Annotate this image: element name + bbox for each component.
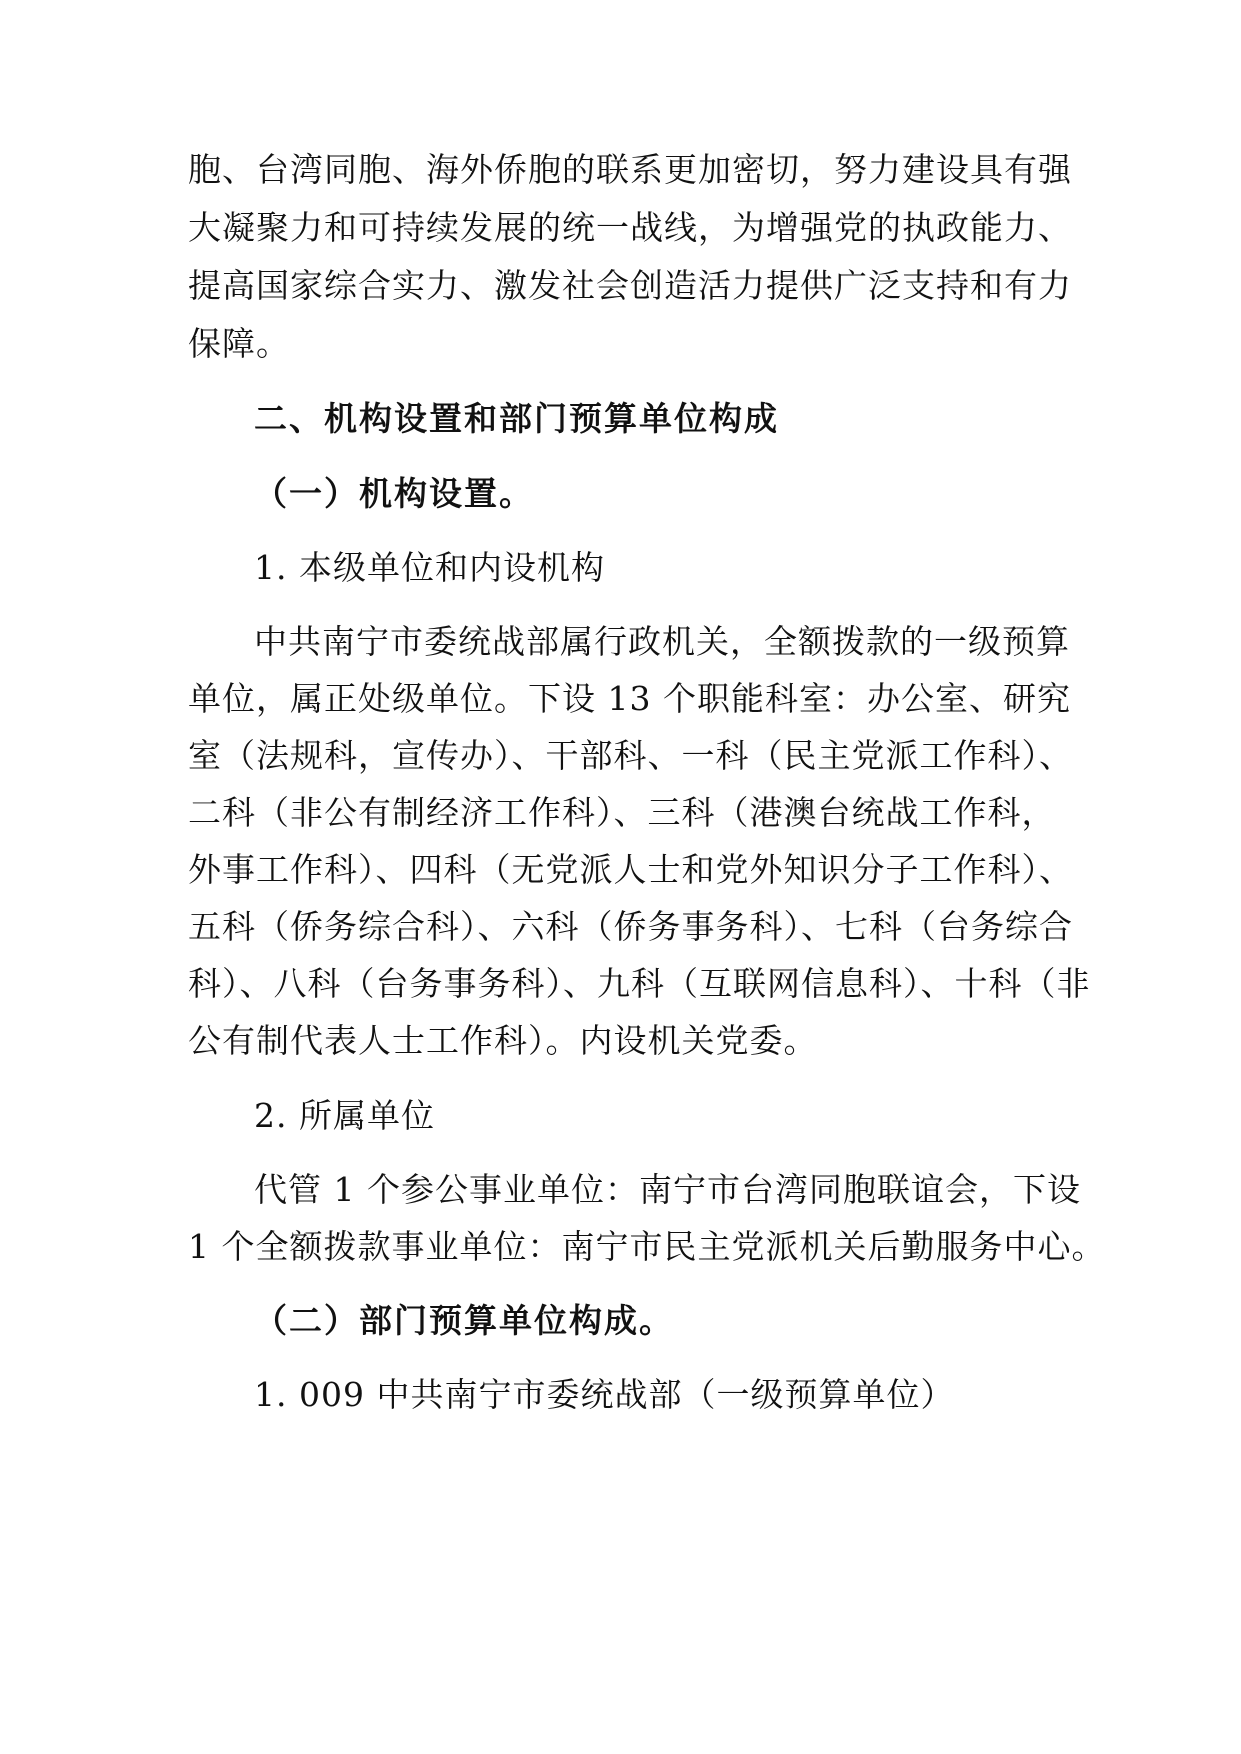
intro-line-3: 提高国家综合实力、激发社会创造活力提供广泛支持和有力 — [188, 266, 1072, 305]
subsection-1-heading: （一）机构设置。 — [254, 474, 534, 513]
item-1-line-2: 单位，属正处级单位。下设 13 个职能科室：办公室、研究 — [188, 679, 1071, 718]
budget-item-1: 1. 009 中共南宁市委统战部（一级预算单位） — [254, 1375, 955, 1414]
item-1-line-6: 五科（侨务综合科）、六科（侨务事务科）、七科（台务综合 — [188, 907, 1073, 946]
intro-line-4: 保障。 — [188, 324, 290, 363]
section-2-heading: 二、机构设置和部门预算单位构成 — [254, 399, 779, 438]
subsection-2-heading: （二）部门预算单位构成。 — [254, 1301, 674, 1340]
item-2-line-1: 代管 1 个参公事业单位：南宁市台湾同胞联谊会，下设 — [254, 1170, 1081, 1209]
item-2-line-2: 1 个全额拨款事业单位：南宁市民主党派机关后勤服务中心。 — [188, 1227, 1106, 1266]
item-1-line-3: 室（法规科，宣传办）、干部科、一科（民主党派工作科）、 — [188, 736, 1073, 775]
item-1-line-1: 中共南宁市委统战部属行政机关，全额拨款的一级预算 — [254, 622, 1070, 661]
item-2-title: 2. 所属单位 — [254, 1096, 435, 1135]
item-1-line-7: 科）、八科（台务事务科）、九科（互联网信息科）、十科（非 — [188, 964, 1091, 1003]
item-1-line-5: 外事工作科）、四科（无党派人士和党外知识分子工作科）、 — [188, 850, 1073, 889]
intro-line-2: 大凝聚力和可持续发展的统一战线，为增强党的执政能力、 — [188, 208, 1072, 247]
intro-line-1: 胞、台湾同胞、海外侨胞的联系更加密切，努力建设具有强 — [188, 150, 1072, 189]
item-1-title: 1. 本级单位和内设机构 — [254, 548, 605, 587]
item-1-line-8: 公有制代表人士工作科）。内设机关党委。 — [188, 1021, 818, 1060]
item-1-line-4: 二科（非公有制经济工作科）、三科（港澳台统战工作科， — [188, 793, 1056, 832]
